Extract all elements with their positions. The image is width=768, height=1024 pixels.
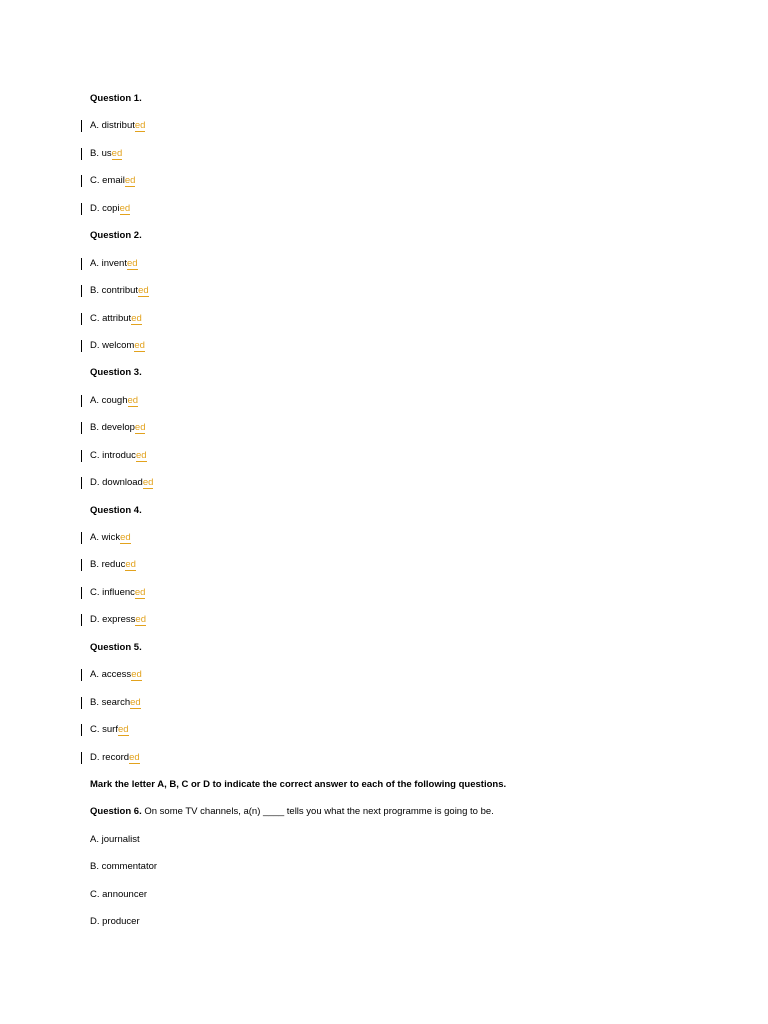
change-bar (81, 477, 82, 489)
answer-option: C. influenced (0, 586, 768, 613)
highlighted-suffix: ed (117, 724, 129, 736)
highlighted-suffix: ed (131, 669, 142, 681)
answer-option: A. invented (0, 257, 768, 284)
answer-option: C. surfed (0, 723, 768, 750)
answer-option: B. contributed (0, 284, 768, 311)
instruction-text: Mark the letter A, B, C or D to indicate the correct answer to each of the following questions. (90, 778, 507, 790)
change-bar (81, 559, 82, 571)
question-6-prompt (0, 805, 768, 832)
highlighted-suffix: ed (134, 586, 146, 598)
highlighted-suffix: ed (142, 477, 154, 489)
highlighted-suffix: ed (135, 449, 147, 461)
change-bar (81, 120, 82, 132)
change-bar (81, 148, 82, 160)
highlighted-suffix: ed (135, 614, 146, 626)
highlighted-suffix: ed (134, 422, 146, 434)
highlighted-suffix: ed (127, 394, 139, 406)
answer-option: D. producer (90, 916, 140, 928)
change-bar (81, 175, 82, 187)
highlighted-suffix: ed (131, 312, 142, 324)
question-text: On some TV channels, a(n) ____ tells you what the next programme is going to be. (141, 806, 494, 818)
highlighted-suffix: ed (138, 285, 149, 297)
highlighted-suffix: ed (126, 257, 138, 269)
change-bar (81, 203, 82, 215)
change-bar (81, 395, 82, 407)
highlighted-suffix: ed (130, 696, 141, 708)
change-bar (81, 285, 82, 297)
highlighted-suffix: ed (134, 339, 145, 351)
highlighted-suffix: ed (120, 532, 131, 543)
answer-option: B. searched (0, 696, 768, 723)
change-bar (81, 587, 82, 599)
answer-option: D. recorded (0, 751, 768, 778)
answer-option: C. emailed (0, 174, 768, 201)
highlighted-suffix: ed (124, 175, 136, 187)
change-bar (81, 752, 82, 764)
question-title: Question 4. (90, 504, 142, 516)
question-title: Question 3. (90, 367, 142, 379)
answer-option: C. introduced (0, 449, 768, 476)
change-bar (81, 313, 82, 325)
answer-option: B. commentator (90, 861, 158, 873)
change-bar (81, 532, 82, 544)
answer-option: A. accessed (0, 668, 768, 695)
change-bar (81, 340, 82, 352)
change-bar (81, 450, 82, 462)
answer-option: C. announcer (90, 888, 148, 900)
change-bar (81, 258, 82, 270)
change-bar (81, 614, 82, 626)
question-title: Question 1. (90, 93, 142, 104)
answer-option: A. distributed (0, 119, 768, 146)
change-bar (81, 697, 82, 709)
answer-option: D. downloaded (0, 476, 768, 503)
answer-option: A. wicked (0, 531, 768, 558)
answer-option: B. used (0, 147, 768, 174)
highlighted-suffix: ed (129, 751, 140, 763)
highlighted-suffix: ed (134, 120, 146, 132)
change-bar (81, 724, 82, 736)
question-title: Question 2. (90, 230, 142, 242)
question-title: Question 5. (90, 641, 142, 653)
answer-option: D. welcomed (0, 339, 768, 366)
answer-option: A. journalist (90, 833, 140, 845)
change-bar (81, 669, 82, 681)
highlighted-suffix: ed (125, 559, 136, 571)
answer-option: D. expressed (0, 613, 768, 640)
change-bar (81, 422, 82, 434)
answer-option: B. reduced (0, 558, 768, 585)
question-title: Question 6. (90, 806, 142, 818)
highlighted-suffix: ed (111, 147, 123, 159)
answer-option: D. copied (0, 202, 768, 229)
highlighted-suffix: ed (119, 202, 131, 214)
answer-option: A. coughed (0, 394, 768, 421)
answer-option: C. attributed (0, 312, 768, 339)
answer-option: B. developed (0, 421, 768, 448)
document-body (0, 92, 768, 943)
